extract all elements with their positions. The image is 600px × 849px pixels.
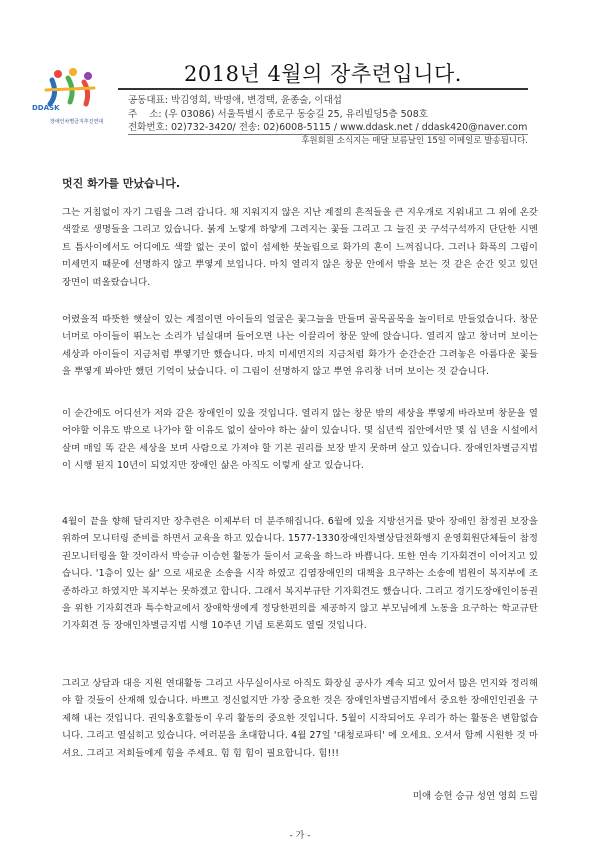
logo-text: DDASK — [32, 104, 60, 112]
letter-paragraph: 그는 거침없이 자기 그림을 그려 갑니다. 채 지워지지 않은 지난 계절의 흔적들을 큰 지우개로 지워내고 그 위에 온갖 색깔로 생명들을 그리고 있습니다. 붉게 노랗게 하얗게 그려지는 꽃들 그리고 그 늘진 곳 구석구석까지 단단한 시멘트 틈사이에서도 어디에도 색깔 없는 곳이 없이 섬세한 붓놀림으로 화가의 혼이 느껴집니다. 그러나 화폭의 그림이 미세먼지 때문에 선명하지 않고 뿌옇게 보입니다. 마치 열리지 않은 창문 안에서 밖을 보는 것 같은 순간 잊고 있던 장면이 떠올랐습니다. — [62, 207, 538, 288]
logo-subtext: 장애인차별금지추진연대 — [50, 119, 104, 125]
phone-value: 02)732-3420/ 전송: 02)6008-5115 / www.ddask.net / ddask420@naver.com — [170, 122, 528, 133]
letter-paragraph: 어렸을적 따뜻한 햇살이 있는 계절이면 아이들의 얼굴은 꽃그늘을 만들며 골목골목을 놀이터로 만들었습니다. 창문너머로 아이들이 뛰노는 소리가 넘실대며 들어오면 나는 이끌리어 창문 앞에 앉습니다. 열리지 않고 창너머 보이는 세상과 아이들이 지금처럼 뿌옇기만 했습니다. 마치 미세먼지의 지금처럼 화가가 순간순간 그려놓은 아름다운 꽃들을 뿌옇게 봐야만 했던 기억이 났습니다. 이 그림이 선명하지 않고 뿌연 유리창 너머 보이는 것 같습니다. — [62, 314, 538, 378]
letter-signature: 미애 승헌 승규 성연 영희 드림 — [412, 791, 538, 802]
representatives-label: 공동대표: — [128, 95, 168, 106]
ddask-logo — [28, 64, 112, 132]
subscription-note: 후원회원 소식지는 매달 보름날인 15일 이메일로 발송됩니다. — [128, 134, 528, 148]
phone-label: 전화번호: — [128, 122, 168, 133]
representatives-row — [128, 94, 528, 108]
organization-info — [128, 94, 528, 135]
page-number: - 가 - — [289, 831, 311, 841]
address-value: (우 03086) 서울특별시 종로구 동숭길 25, 유리빌딩5층 508호 — [164, 108, 428, 120]
letter-heading: 멋진 화가를 만났습니다. — [62, 177, 181, 190]
letter-paragraph: 4월이 끝을 향해 달리지만 장추련은 이제부터 더 분주해집니다. 6월에 있을 지방선거를 맞아 장애인 참정권 보장을 위하여 모니터링 준비를 하면서 교육을 하고 있습니다. 1577-1330장애인차별상담전화행지 운영회원단체들이 참정권모니터링을 할 것이라서 박승규 이승헌 활동가 둘이서 교육을 하느라 바쁩니다. 또한 연속 기자회견이 이어지고 있습니다. '1층이 있는 삶' 으로 새로운 소송을 시작 하였고 김염장애인의 대책을 요구하는 소송에 법원이 복지부에 조종하라고 하였지만 복지부는 못하겠고 합니다. 그래서 복지부규탄 기자회견도 했습니다. 그리고 경기도장애인이동권을 위한 기자회견과 특수학교에서 장애학생에게 정당한편의를 제공하지 않고 부모님에게 노동을 요구하는 학교규탄 기자회견 등 장애인차별금지법 시행 10주년 기념 토론회도 열릴 것입니다. — [62, 516, 538, 632]
letter-paragraph: 이 순간에도 어디선가 저와 같은 장애인이 있을 것입니다. 열리지 않는 창문 밖의 세상을 뿌옇게 바라보며 창문을 열어야할 이유도 밖으로 나가야 할 이유도 없이 살아야 하는 삶이 있습니다. 몇 십년씩 집안에서만 몇 십 년을 시설에서 살며 매일 똑 같은 세상을 보며 사람으로 가져야 할 기본 권리를 보장 받지 못하며 살고 있습니다. 장애인차별금지법이 시행 된지 10년이 되었지만 장애인 삶은 아직도 이렇게 살고 있습니다. — [62, 408, 538, 472]
phone-row — [128, 121, 528, 135]
newsletter-title: 2018년 4월의 장추련입니다. — [118, 60, 528, 90]
representatives-value: 박김영희, 박명애, 변경택, 윤종술, 이대섭 — [170, 95, 342, 106]
letter-paragraph: 그리고 상담과 대응 지원 연대활동 그리고 사무실이사로 아직도 화장실 공사가 계속 되고 있어서 많은 먼지와 정리해야 할 것들이 산재해 있습니다. 바쁘고 정신없지만 가장 중요한 것은 장애인차별금지법에서 중요한 장애인인권을 구제해 내는 것입니다. 권익옹호활동이 우리 활동의 중요한 것입니다. 5월이 시작되어도 우리가 하는 활동은 변함없습니다. 그리고 열심히고 있습니다. 여러분을 초대합니다. 4월 27일 '대청로파티' 에 오세요. 오셔서 함께 시원한 것 마셔요. 그리고 저희들에게 힘을 주세요. 힘 힘 힘이 필요합니다. 힘!!! — [62, 678, 538, 759]
address-label: 주 소: — [128, 108, 162, 120]
address-row — [128, 108, 528, 122]
